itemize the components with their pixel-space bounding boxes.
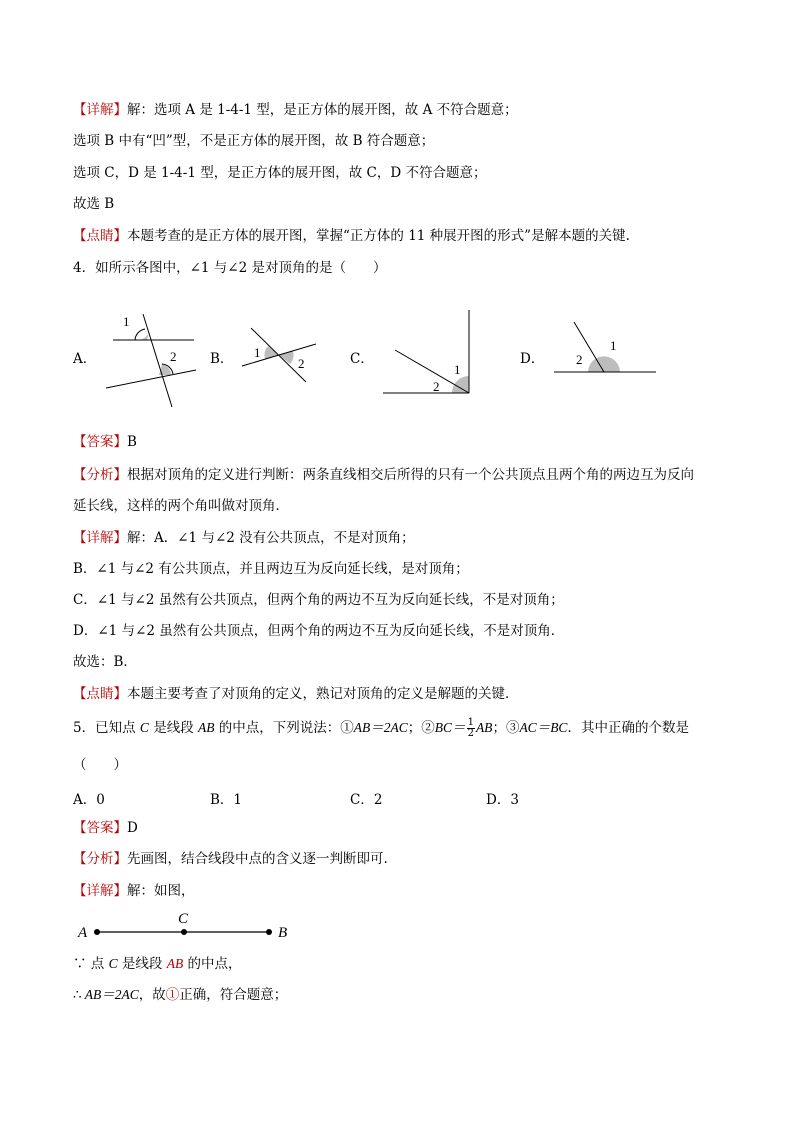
answer-value: B — [127, 434, 137, 450]
detail-tag: 【详解】 — [73, 530, 127, 546]
statement-2-marker: ② — [421, 720, 435, 736]
q5-option-d: D．3 — [486, 792, 519, 808]
q5-option-c: C．2 — [350, 792, 383, 808]
figure-a — [106, 314, 196, 407]
label-b: B — [278, 925, 288, 941]
q4-analysis-line-1: 【分析】根据对顶角的定义进行判断：两条直线相交后所得的只有一个公共顶点且两个角的两边互为反向 — [73, 467, 694, 483]
q4-stem: 4．如所示各图中，∠1 与∠2 是对顶角的是（ ） — [73, 260, 387, 276]
q3-detail-line-3: 选项 C，D 是 1-4-1 型，是正方体的展开图，故 C，D 不符合题意； — [73, 165, 487, 181]
q4-option-b-label: B． — [210, 351, 234, 367]
figure-c — [383, 310, 469, 393]
analysis-tag: 【分析】 — [73, 467, 127, 483]
point-c — [181, 929, 187, 935]
fig-c-label-1: 1 — [454, 362, 461, 377]
q3-detail-line-1: 【详解】解：选项 A 是 1-4-1 型，是正方体的展开图，故 A 不符合题意； — [73, 102, 518, 118]
q4-detail-line-4: D．∠1 与∠2 虽然有公共顶点，但两个角的两边不互为反向延长线，不是对顶角． — [73, 623, 565, 639]
point-b — [266, 929, 272, 935]
fig-b-label-2: 2 — [298, 356, 305, 371]
q4-option-d-label: D． — [520, 351, 545, 367]
q5-detail-line-1: 【详解】解：如图， — [73, 883, 195, 899]
q4-figures — [0, 300, 794, 440]
q5-paren: （ ） — [73, 757, 127, 773]
q3-point-line: 【点睛】本题考查的是正方体的展开图，掌握“正方体的 11 种展开图的形式”是解本题的关键. — [73, 228, 630, 244]
statement-3-marker: ③ — [505, 720, 520, 736]
figure-d — [554, 322, 656, 372]
answer-value: D — [127, 820, 138, 836]
q4-answer-line — [73, 432, 137, 452]
point-tag: 【点睛】 — [73, 228, 127, 244]
therefore-symbol: ∴ — [73, 987, 82, 1003]
label-c: C — [178, 911, 189, 927]
q4-option-c-label: C． — [350, 351, 374, 367]
statement-1: AB＝2AC — [353, 720, 408, 735]
detail-tag: 【详解】 — [73, 883, 127, 899]
point-a — [94, 929, 100, 935]
fig-a-label-1: 1 — [123, 314, 130, 329]
q3-detail-line-2: 选项 B 中有“凹”型，不是正方体的展开图，故 B 符合题意； — [73, 133, 435, 149]
q3-detail-line-4: 故选 B — [73, 196, 115, 212]
q4-analysis-line-2: 延长线，这样的两个角叫做对顶角． — [73, 498, 289, 514]
q5-option-a: A．0 — [73, 792, 105, 808]
q4-option-a-label: A． — [73, 351, 97, 367]
q4-point-line: 【点睛】本题主要考查了对顶角的定义，熟记对顶角的定义是解题的关键． — [73, 686, 519, 702]
q5-detail-line-2: ∵ 点 C 是线段 AB 的中点， — [73, 956, 242, 972]
q4-detail-line-5: 故选：B． — [73, 654, 137, 670]
statement-3: AC＝BC — [519, 720, 568, 735]
fig-d-label-2: 2 — [576, 352, 583, 367]
statement-1-ref: ① — [165, 987, 180, 1003]
detail-tag: 【详解】 — [73, 102, 127, 118]
answer-tag: 【答案】 — [73, 434, 127, 450]
q4-detail-line-1: 【详解】解：A．∠1 与∠2 没有公共顶点，不是对顶角； — [73, 530, 415, 546]
answer-tag: 【答案】 — [73, 820, 127, 836]
fraction-one-half: $\frac{1}{2}$ — [467, 717, 474, 739]
statement-1-marker: ① — [340, 720, 354, 736]
fig-d-label-1: 1 — [610, 338, 617, 353]
fig-b-label-1: 1 — [254, 345, 261, 360]
fig-a-label-2: 2 — [170, 349, 177, 364]
q5-stem: 5．已知点 C 是线段 AB 的中点，下列说法：①AB＝2AC；②BC＝ $\frac{1}{2}$ AB；③AC＝BC．其中正确的个数是 — [73, 717, 689, 739]
point-tag: 【点睛】 — [73, 686, 127, 702]
because-symbol: ∵ — [73, 956, 87, 972]
q5-option-b: B．1 — [210, 792, 243, 808]
q5-answer-line — [73, 818, 138, 838]
q4-detail-line-3: C．∠1 与∠2 虽然有公共顶点，但两个角的两边不互为反向延长线，不是对顶角； — [73, 592, 564, 608]
analysis-tag: 【分析】 — [73, 851, 127, 867]
q5-detail-line-3: ∴ AB＝2AC，故①正确，符合题意； — [73, 987, 288, 1003]
label-a: A — [78, 925, 88, 941]
segment-figure — [0, 910, 794, 946]
q4-detail-line-2: B．∠1 与∠2 有公共顶点，并且两边互为反向延长线，是对顶角； — [73, 561, 469, 577]
q5-analysis-line: 【分析】先画图，结合线段中点的含义逐一判断即可. — [73, 851, 388, 867]
fig-c-label-2: 2 — [433, 379, 440, 394]
